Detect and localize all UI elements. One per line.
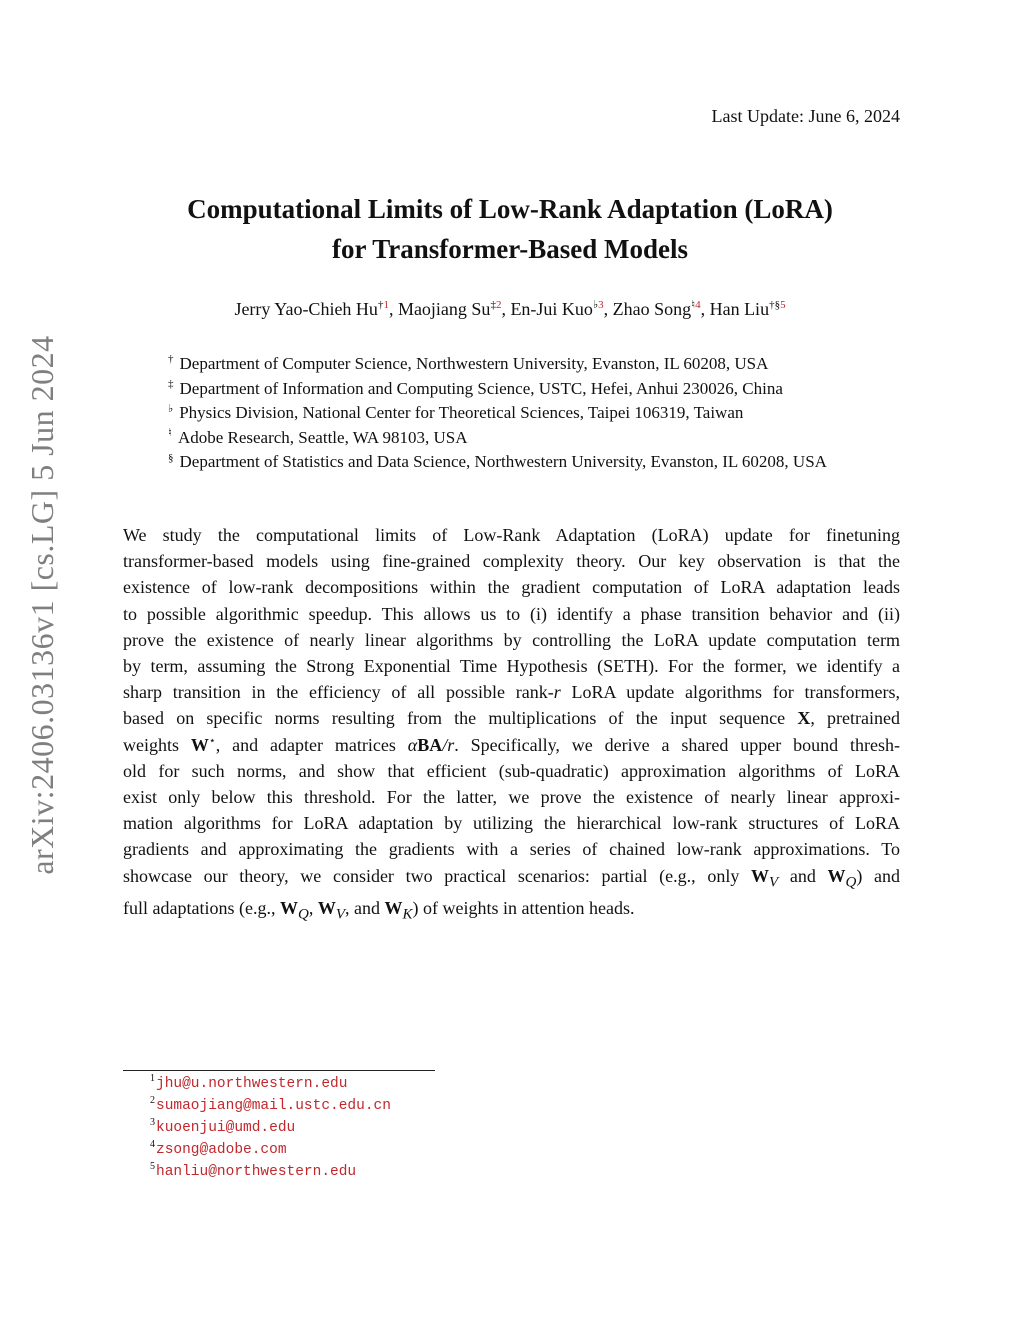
email-link[interactable]: jhu@u.northwestern.edu [156,1076,348,1092]
footnote-link[interactable]: 4 [695,299,701,311]
math-star: ⋆ [208,734,216,747]
affiliation-mark: ♭ [168,402,174,415]
author-separator: , [603,299,613,319]
affiliation-text: Adobe Research, Seattle, WA 98103, USA [177,427,468,447]
math-subscript: Q [297,907,309,924]
abstract-text: . Specifically, we derive a shared upper bound thresh- [454,734,901,755]
author-separator: , [501,299,511,319]
abstract-text: showcase our theory, we consider two practical scenarios: partial (e.g., only [123,865,751,886]
affiliation-mark: ‡ [490,299,496,311]
email-link[interactable]: zsong@adobe.com [156,1142,287,1158]
math-alpha: α [407,734,418,755]
math-w: W [827,865,846,886]
affiliation-mark: †§ [769,299,781,311]
abstract-line: to possible algorithmic speedup. This allows us to (i) identify a phase transition behavior and (ii) [123,603,900,624]
affiliation-text: Department of Computer Science, Northwestern University, Evanston, IL 60208, USA [179,354,769,373]
abstract-text: weights [123,734,191,755]
abstract-text: , and [344,898,385,919]
arxiv-identifier-stamp: arXiv:2406.03136v1 [cs.LG] 5 Jun 2024 [24,335,60,875]
math-w: W [317,898,336,919]
abstract [123,522,900,928]
footnote-item [150,1117,391,1139]
footnote-divider [123,1070,435,1071]
math-ba: BA [417,734,443,755]
math-w: W [384,898,403,919]
math-over-r: /r [442,734,455,755]
abstract-text: sharp transition in the efficiency of all possible rank- [123,682,554,703]
footnote-number: 1 [150,1073,155,1085]
affiliation-item [168,401,827,426]
affiliation-text: Department of Information and Computing Science, USTC, Hefei, Anhui 230026, China [179,378,783,398]
abstract-text: based on specific norms resulting from the multiplications of the input sequence [123,708,798,729]
paper-title [120,189,900,269]
math-subscript: V [335,907,345,924]
email-link[interactable]: hanliu@northwestern.edu [156,1164,357,1180]
abstract-line: transformer-based models using fine-grained complexity theory. Our key observation is that the [123,551,900,572]
footnote-link[interactable]: 1 [383,299,389,311]
math-subscript: V [769,874,779,891]
email-link[interactable]: sumaojiang@mail.ustc.edu.cn [156,1098,391,1114]
last-update-date: Last Update: June 6, 2024 [711,106,900,126]
affiliation-mark: § [168,451,174,464]
author-list [120,299,900,320]
abstract-text: and [778,865,828,886]
author-separator: , [700,299,710,319]
title-line-2: for Transformer-Based Models [332,234,688,264]
affiliation-list [168,352,827,475]
math-subscript: Q [845,874,857,891]
abstract-line [123,705,900,731]
footnote-item [150,1139,391,1161]
abstract-line: by term, assuming the Strong Exponential Time Hypothesis (SETH). For the former, we identify a [123,656,900,677]
footnote-item [150,1073,391,1095]
footnote-number: 3 [150,1117,155,1129]
abstract-text: LoRA update algorithms for transformers, [560,682,900,703]
abstract-text: ) of weights in attention heads. [412,898,635,919]
abstract-line [123,895,900,928]
abstract-text: , pretrained [810,708,900,729]
affiliation-mark: ♮ [168,427,172,440]
affiliation-item [168,450,827,475]
author-name: Maojiang Su [397,299,491,319]
affiliation-item [168,377,827,402]
math-weights-w: W [190,734,209,755]
author-separator: , [388,299,398,319]
affiliation-mark: † [168,353,174,366]
footnote-number: 2 [150,1095,155,1107]
math-subscript: K [402,907,413,924]
abstract-text: , [308,898,318,919]
abstract-line: We study the computational limits of Low-Rank Adaptation (LoRA) update for finetuning [123,525,900,545]
affiliation-item [168,352,827,377]
footnote-link[interactable]: 5 [780,299,786,311]
affiliation-text: Department of Statistics and Data Science, Northwestern University, Evanston, IL 60208, USA [179,452,827,472]
footnote-number: 5 [150,1161,155,1173]
affiliation-item [168,426,827,451]
footnote-number: 4 [150,1139,155,1151]
abstract-line [123,679,900,705]
author-name: Jerry Yao-Chieh Hu [234,299,378,319]
author-name: Han Liu [709,299,770,319]
affiliation-mark: ♭ [592,299,599,311]
abstract-line: gradients and approximating the gradients with a series of chained low-rank approximations. To [123,839,900,860]
abstract-line: prove the existence of nearly linear algorithms by controlling the LoRA update computation term [123,629,900,650]
abstract-text: full adaptations (e.g., [123,898,280,919]
title-line-1: Computational Limits of Low-Rank Adaptation (LoRA) [187,194,833,224]
abstract-text: ) and [856,865,900,886]
abstract-line [123,863,900,896]
author-name: Zhao Song [612,299,692,319]
abstract-line: mation algorithms for LoRA adaptation by utilizing the hierarchical low-rank structures of LoRA [123,813,900,834]
affiliation-mark: ♮ [691,299,696,311]
author-name: En-Jui Kuo [510,299,593,319]
footnote-item [150,1161,391,1183]
footnote-link[interactable]: 3 [598,299,604,311]
affiliation-mark: † [377,299,384,311]
footnote-list [150,1073,391,1183]
affiliation-text: Physics Division, National Center for Theoretical Sciences, Taipei 106319, Taiwan [179,403,744,423]
affiliation-mark: ‡ [168,377,174,390]
math-rank-r: r [553,682,561,703]
abstract-line: existence of low-rank decompositions within the gradient computation of LoRA adaptation leads [123,577,900,598]
email-link[interactable]: kuoenjui@umd.edu [156,1120,296,1136]
footnote-item [150,1095,391,1117]
math-w: W [279,898,298,919]
abstract-line: exist only below this threshold. For the latter, we prove the existence of nearly linear approxi- [123,787,900,808]
math-input-x: X [797,708,811,729]
abstract-line: old for such norms, and show that efficient (sub-quadratic) approximation algorithms of LoRA [123,760,900,781]
abstract-text: , and adapter matrices [215,734,408,755]
footnote-link[interactable]: 2 [495,299,502,311]
math-w: W [751,865,769,886]
abstract-line [123,732,900,758]
